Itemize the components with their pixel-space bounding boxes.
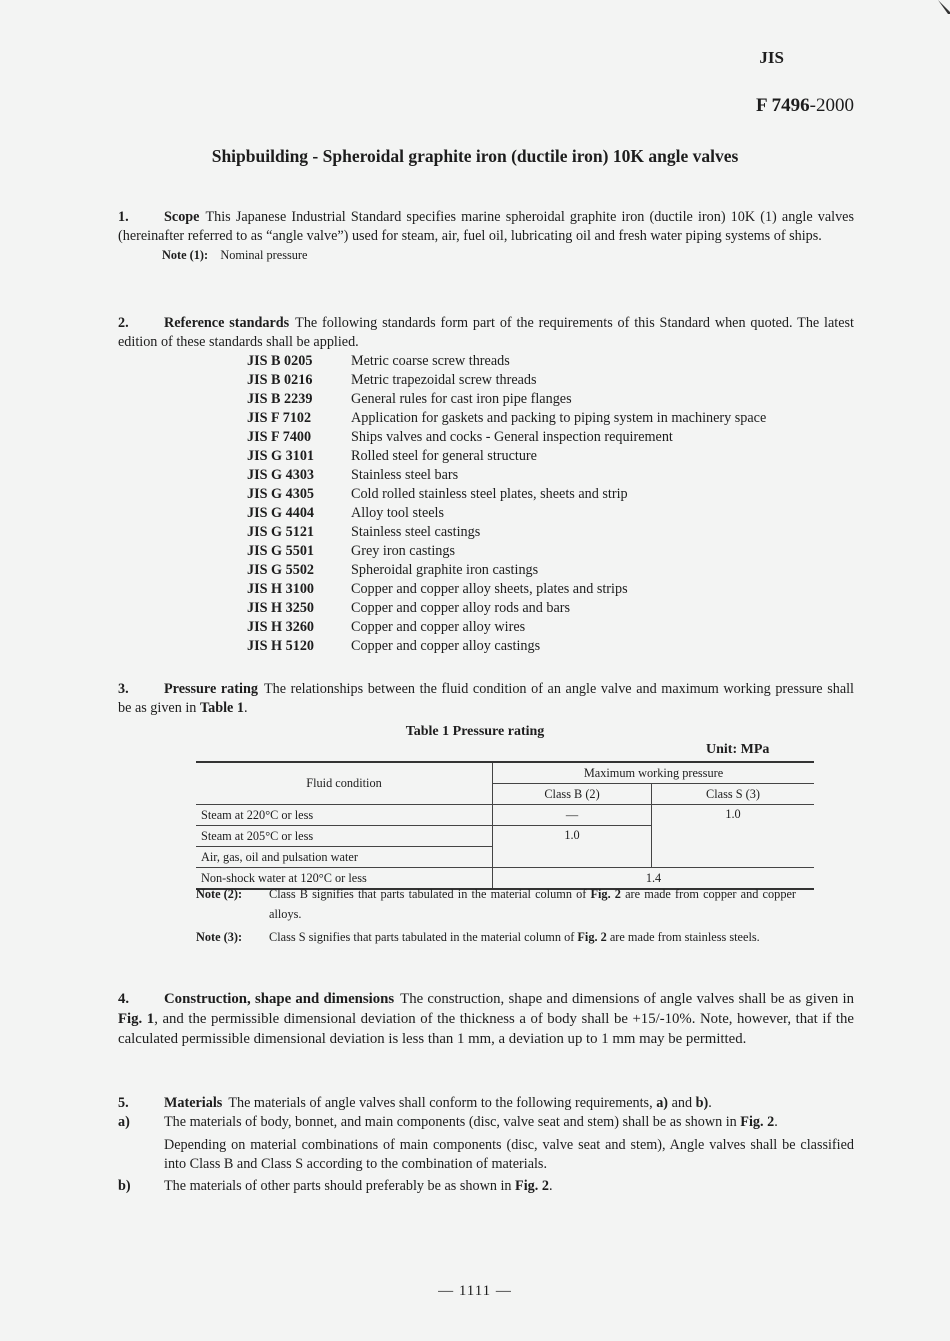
- merged-all-cell: 1.4: [493, 868, 815, 890]
- fluid-cell: Steam at 220°C or less: [196, 805, 493, 826]
- section-materials: [118, 1094, 854, 1196]
- section-text: The materials of angle valves shall conform to the following requirements,: [228, 1095, 657, 1111]
- item-text-start: The materials of other parts should preferably be as shown in: [164, 1178, 516, 1194]
- section-scope: [118, 208, 854, 265]
- standard-row: [247, 466, 766, 485]
- note-label: Note (1):: [162, 248, 209, 262]
- standard-desc: Stainless steel bars: [351, 467, 459, 483]
- standard-code: JIS G 5501: [247, 543, 315, 559]
- standard-code: JIS B 2239: [247, 391, 313, 407]
- note-text-end: are made from copper and copper alloys.: [269, 887, 797, 921]
- materials-intro: [118, 1094, 854, 1113]
- standard-code: JIS B 0205: [247, 353, 313, 369]
- reference-standards-list: [247, 352, 766, 656]
- document-title: Shipbuilding - Spheroidal graphite iron (ductile iron) 10K angle valves: [211, 146, 739, 166]
- standard-row: [247, 485, 766, 504]
- item-text: [164, 1177, 854, 1196]
- section-number: 2.: [118, 315, 129, 331]
- table-header-row: [196, 762, 814, 784]
- figure-reference: Fig. 2: [515, 1178, 549, 1194]
- header-class-s: Class S (3): [652, 784, 815, 805]
- table-caption: Table 1 Pressure rating: [405, 724, 545, 739]
- section-number: 1.: [118, 209, 129, 225]
- header-jis: JIS: [759, 48, 784, 67]
- section-title: Pressure rating: [164, 681, 258, 697]
- page-corner-mark: [936, 0, 950, 14]
- standard-row: [247, 428, 766, 447]
- standard-row: [247, 504, 766, 523]
- standard-code: JIS G 4303: [247, 467, 315, 483]
- standard-row: [247, 523, 766, 542]
- standard-desc: Copper and copper alloy wires: [351, 619, 526, 635]
- section-text: The following standards form part of the requirements of this Standard when quoted. The latest edition of these standards shall be applied.: [118, 315, 854, 350]
- table-row: [196, 805, 814, 826]
- note-label: Note (2):: [196, 887, 243, 901]
- standard-desc: Copper and copper alloy castings: [351, 638, 541, 654]
- materials-item-a: [118, 1113, 854, 1174]
- section-text: The relationships between the fluid condition of an angle valve and maximum working pressure shall be as given in: [118, 681, 854, 716]
- standard-row: [247, 390, 766, 409]
- section-text-end: .: [243, 700, 248, 716]
- item-label: b): [118, 1178, 131, 1194]
- standard-code: JIS H 3250: [247, 600, 315, 616]
- standard-row: [247, 542, 766, 561]
- standard-desc: Alloy tool steels: [351, 505, 445, 521]
- standard-year: -2000: [809, 95, 854, 116]
- standard-code: JIS G 4305: [247, 486, 315, 502]
- figure-reference: Fig. 2: [590, 887, 621, 901]
- standard-code: JIS H 3100: [247, 581, 315, 597]
- standard-desc: Metric trapezoidal screw threads: [351, 372, 537, 388]
- fluid-cell: Non-shock water at 120°C or less: [196, 868, 493, 890]
- standard-row: [247, 409, 766, 428]
- note-text: [269, 884, 796, 924]
- standard-code: JIS B 0216: [247, 372, 313, 388]
- standard-desc: Stainless steel castings: [351, 524, 481, 540]
- item-text-start: The materials of body, bonnet, and main components (disc, valve seat and stem) shall be as shown in: [164, 1114, 741, 1130]
- note-text-start: Class S signifies that parts tabulated in the material column of: [269, 930, 578, 944]
- standard-desc: Metric coarse screw threads: [351, 353, 510, 369]
- section-reference-standards: [118, 314, 854, 352]
- table-unit: Unit: MPa: [706, 742, 770, 757]
- standard-desc: Cold rolled stainless steel plates, sheets and strip: [351, 486, 628, 502]
- page-number: — 1111 —: [438, 1283, 512, 1299]
- section-construction: [118, 989, 854, 1049]
- figure-reference: Fig. 2: [740, 1114, 775, 1130]
- header-class-b: Class B (2): [493, 784, 652, 805]
- standard-row: [247, 371, 766, 390]
- section-text-end: , and the permissible dimensional deviation of the thickness a of body shall be +15/-10%. Note, however, that if the calculated permissible dimensional deviation is less than 1 mm, a deviation up to 1 mm may be permitted.: [118, 1011, 854, 1047]
- item-text: [164, 1113, 854, 1174]
- section-text: This Japanese Industrial Standard specifies marine spheroidal graphite iron (ductile iron) 10K (1) angle valves (hereinafter referred to as “angle valve”) used for steam, air, fuel oil, lubricating oil and fresh water piping systems of ships.: [118, 209, 854, 244]
- item-text-end: .: [774, 1114, 778, 1130]
- standard-desc: Application for gaskets and packing to piping system in machinery space: [351, 410, 767, 426]
- standard-code: JIS H 5120: [247, 638, 315, 654]
- standard-desc: Spheroidal graphite iron castings: [351, 562, 539, 578]
- section-title: Construction, shape and dimensions: [164, 991, 395, 1007]
- section-text-and: and: [668, 1095, 696, 1111]
- fluid-cell: Air, gas, oil and pulsation water: [196, 847, 493, 868]
- standard-desc: General rules for cast iron pipe flanges: [351, 391, 572, 407]
- class-s-merged-cell: 1.0: [652, 805, 815, 868]
- standard-code: JIS G 4404: [247, 505, 315, 521]
- figure-reference: Fig. 2: [577, 930, 607, 944]
- fluid-cell: Steam at 205°C or less: [196, 826, 493, 847]
- standard-desc: Copper and copper alloy rods and bars: [351, 600, 571, 616]
- scope-note: [118, 246, 854, 265]
- standard-row: [247, 561, 766, 580]
- item-label: a): [118, 1114, 130, 1130]
- header-max-working-pressure: Maximum working pressure: [493, 762, 815, 784]
- standard-row: [247, 599, 766, 618]
- standard-code: F 7496: [756, 95, 810, 116]
- note-text: [269, 927, 796, 947]
- section-number: 3.: [118, 681, 129, 697]
- section-number: 5.: [118, 1095, 129, 1111]
- materials-item-b: [118, 1177, 854, 1196]
- standard-row: [247, 580, 766, 599]
- header-fluid-condition: Fluid condition: [196, 762, 493, 805]
- standard-code: JIS F 7400: [247, 429, 312, 445]
- item-reference: a): [656, 1095, 669, 1111]
- standard-desc: Grey iron castings: [351, 543, 456, 559]
- note-text-end: are made from stainless steels.: [606, 930, 760, 944]
- section-title: Materials: [164, 1095, 223, 1111]
- table-note: [196, 884, 796, 924]
- section-text: The construction, shape and dimensions of angle valves shall be as given in: [400, 991, 854, 1007]
- standard-row: [247, 637, 766, 656]
- note-text: Nominal pressure: [220, 248, 308, 262]
- class-b-cell: —: [493, 805, 652, 826]
- class-b-merged-cell: 1.0: [493, 826, 652, 868]
- standard-desc: Copper and copper alloy sheets, plates and strips: [351, 581, 628, 597]
- section-text-end: .: [708, 1095, 712, 1111]
- standard-desc: Ships valves and cocks - General inspection requirement: [351, 429, 673, 445]
- table-notes: [196, 884, 796, 950]
- pressure-rating-table: [196, 761, 814, 890]
- note-text-start: Class B signifies that parts tabulated in the material column of: [269, 887, 591, 901]
- figure-reference: Fig. 1: [118, 1011, 155, 1027]
- standard-code: JIS F 7102: [247, 410, 312, 426]
- standard-row: [247, 352, 766, 371]
- note-label: Note (3):: [196, 930, 243, 944]
- standard-code: JIS G 3101: [247, 448, 315, 464]
- standard-desc: Rolled steel for general structure: [351, 448, 537, 464]
- standard-row: [247, 447, 766, 466]
- section-title: Scope: [164, 209, 200, 225]
- item-text-end: .: [548, 1178, 553, 1194]
- table-reference: Table 1: [199, 700, 244, 716]
- table-note: [196, 927, 796, 947]
- section-title: Reference standards: [164, 315, 290, 331]
- standard-code: JIS G 5121: [247, 524, 315, 540]
- section-pressure-rating: [118, 680, 854, 718]
- item-reference: b): [695, 1095, 709, 1111]
- standard-code: JIS G 5502: [247, 562, 315, 578]
- standard-code: JIS H 3260: [247, 619, 315, 635]
- item-text-continued: Depending on material combinations of main components (disc, valve seat and stem), Angle valves shall be classified into Class B and Class S according to the combination of materials.: [164, 1137, 854, 1172]
- header-standard-number: [756, 95, 854, 117]
- standard-row: [247, 618, 766, 637]
- section-number: 4.: [118, 991, 130, 1007]
